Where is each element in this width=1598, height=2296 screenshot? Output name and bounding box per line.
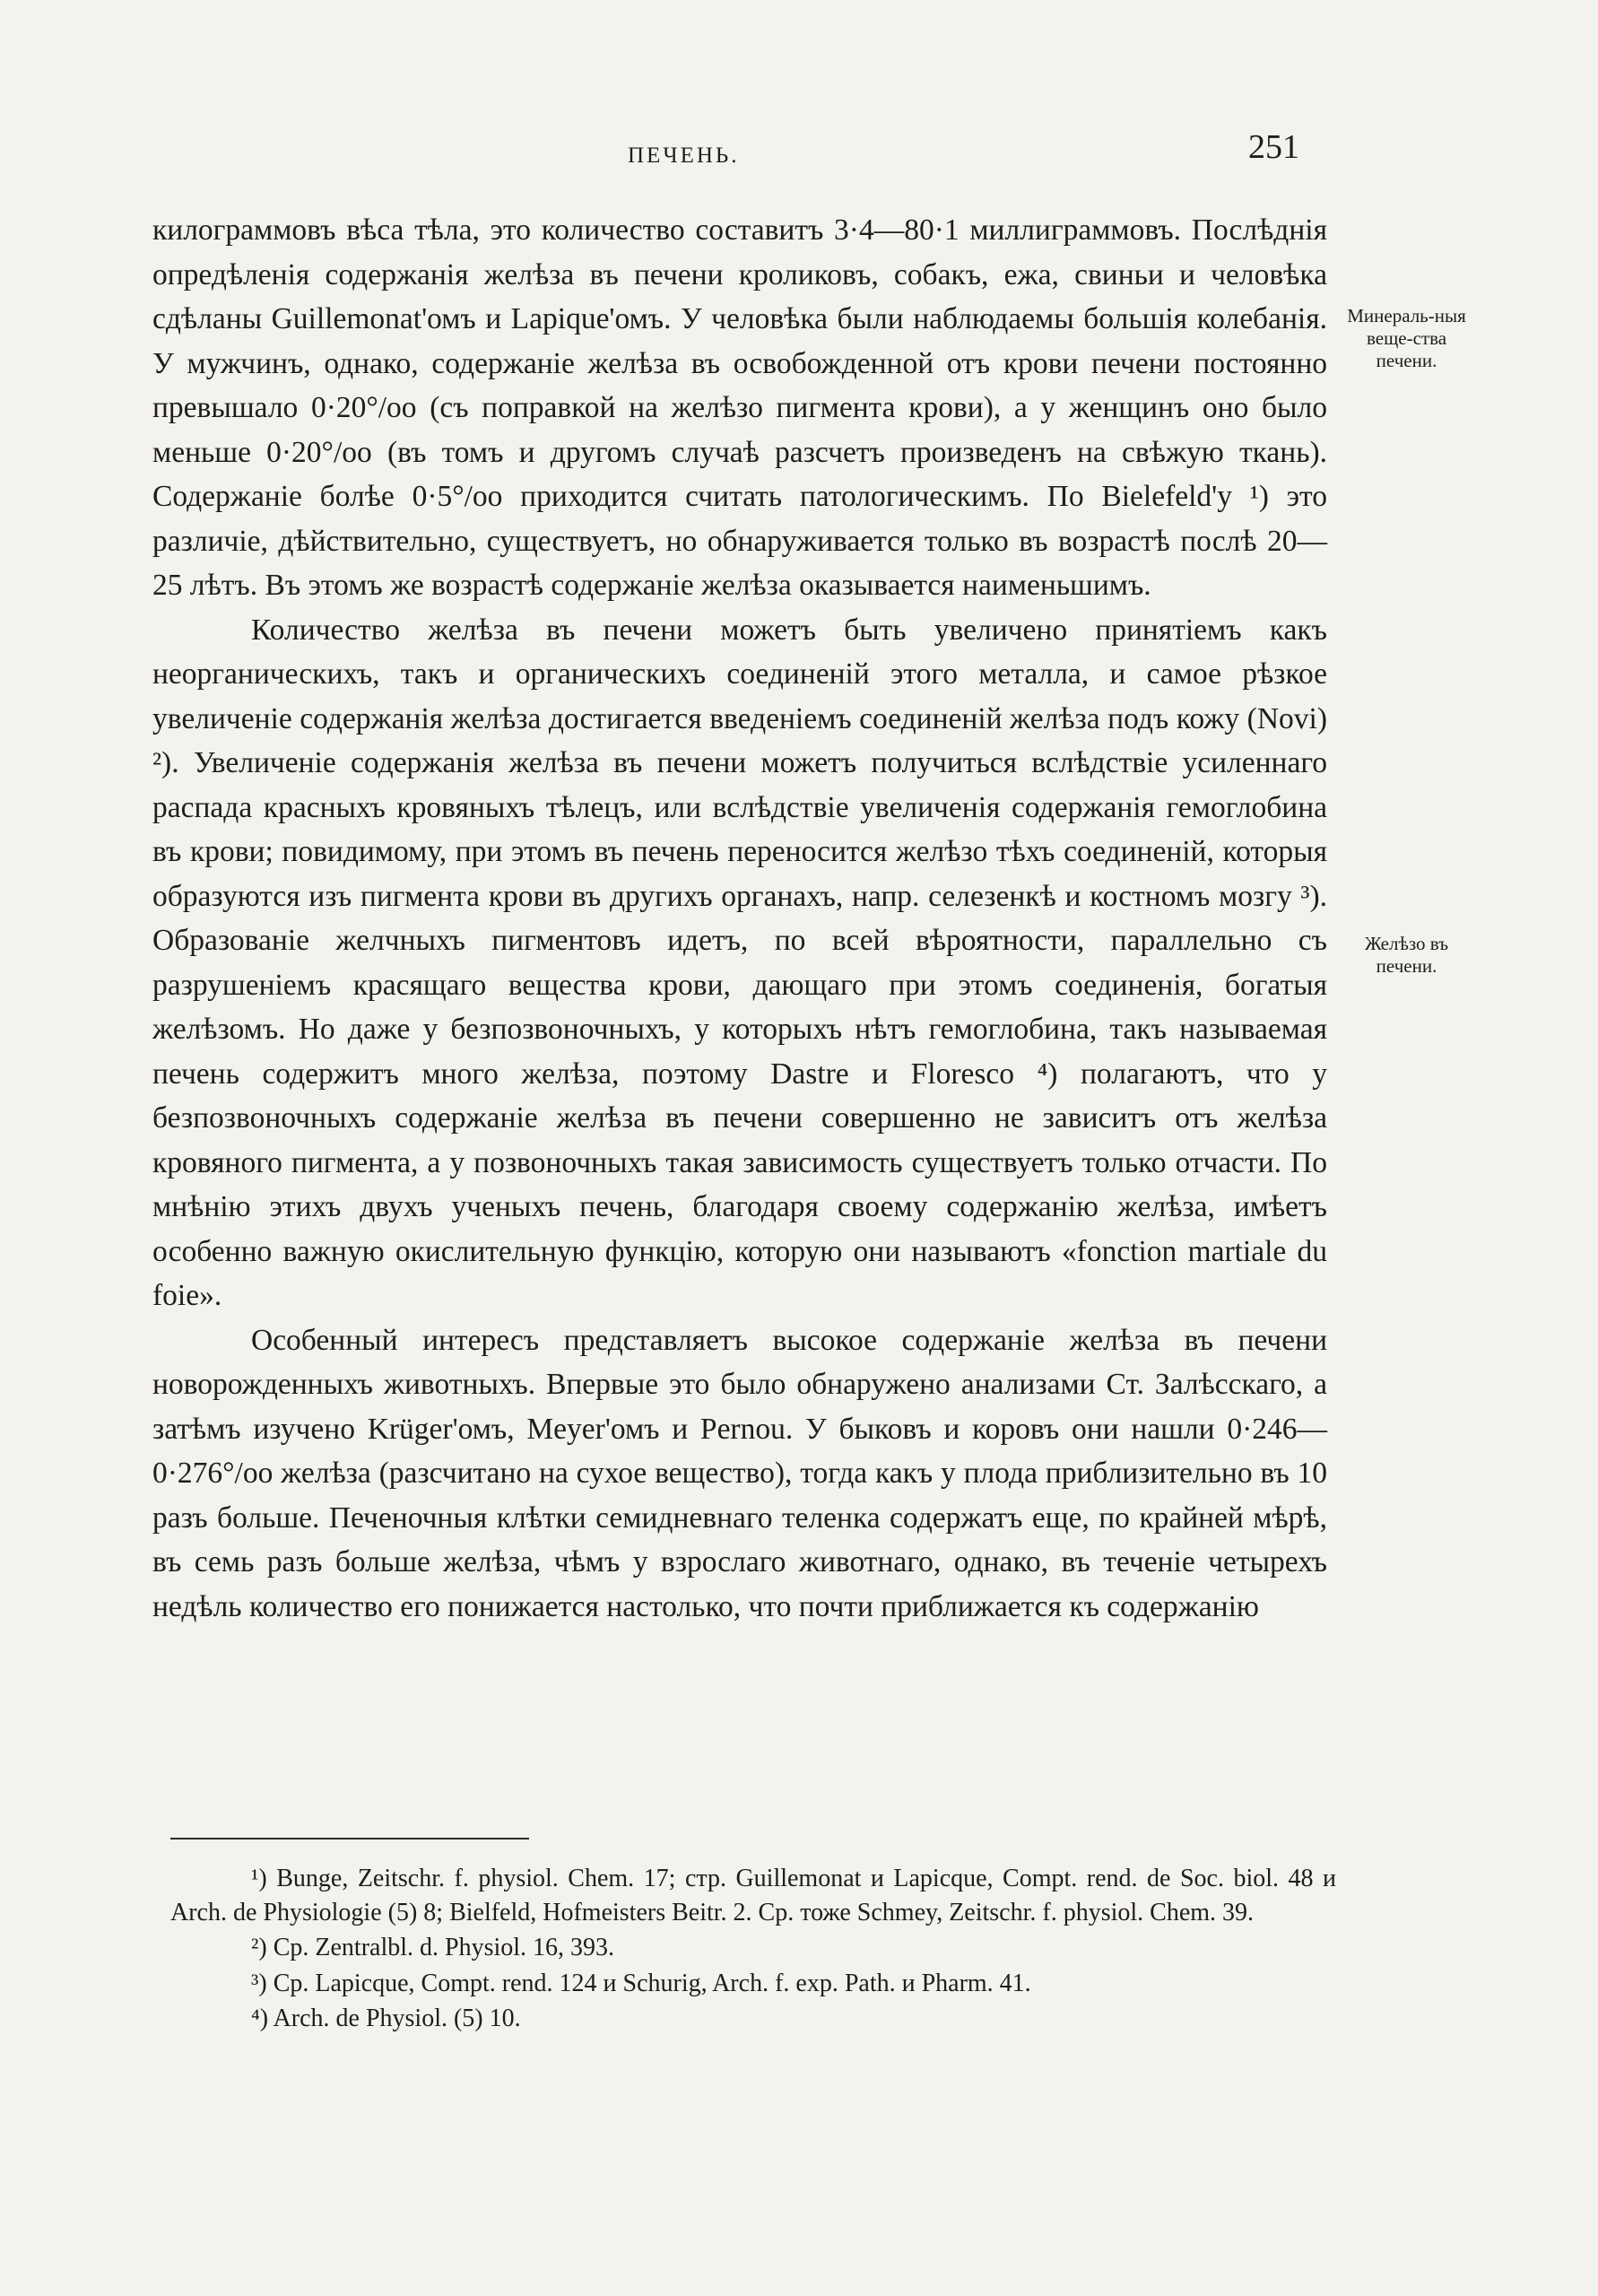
body-text <box>152 208 1327 1629</box>
paragraph: Особенный интересъ представляетъ высокое содержаніе желѣза въ печени новорожденныхъ животныхъ. Впервые это было обнаружено анализами Ст. Залѣсскаго, а затѣмъ изучено Krüger'омъ, Meyer'омъ и Pernou. У быковъ и коровъ они нашли 0·246—0·276°/oo желѣза (разсчитано на сухое вещество), тогда какъ у плода приблизительно въ 10 разъ больше. Печеночныя клѣтки семидневнаго теленка содержатъ еще, по крайней мѣрѣ, въ семь разъ больше желѣза, чѣмъ у взрослаго животнаго, однако, въ теченіе четырехъ недѣль количество его понижается настолько, что почти приближается къ содержанію <box>152 1323 1327 1623</box>
footnote: ³) Ср. Lapicque, Compt. rend. 124 и Schurig, Arch. f. exp. Path. и Pharm. 41. <box>251 1969 1031 1997</box>
paragraph: килограммовъ вѣса тѣла, это количество составитъ 3·4—80·1 миллиграммовъ. Послѣднія опредѣленія содержанія желѣза въ печени кроликовъ, собакъ, ежа, свиньи и человѣка сдѣланы Guillemonat'омъ и Lapique'омъ. У человѣка были наблюдаемы большія колебанія. У мужчинъ, однако, содержаніе желѣза въ освобожденной отъ крови печени постоянно превышало 0·20°/oo (съ поправкой на желѣзо пигмента крови), а у женщинъ оно было меньше 0·20°/oo (въ томъ и другомъ случаѣ разсчетъ произведенъ на свѣжую ткань). Содержаніе болѣе 0·5°/oo приходится считать патологическимъ. По Bielefeld'у ¹) это различіе, дѣйствительно, существуетъ, но обнаруживается только въ возрастѣ послѣ 20—25 лѣтъ. Въ этомъ же возрастѣ содержаніе желѣза оказывается наименьшимъ. <box>152 213 1327 602</box>
page-number: 251 <box>1248 128 1299 166</box>
footnote: ¹) Bunge, Zeitschr. f. physiol. Chem. 17; стр. Guillemonat и Lapicque, Compt. rend. de Soc. biol. 48 и Arch. de Physiologie (5) 8; Bielfeld, Hofmeisters Beitr. 2. Ср. тоже Schmey, Zeitschr. f. physiol. Chem. 39. <box>170 1865 1336 1926</box>
footnote: ²) Ср. Zentralbl. d. Physiol. 16, 393. <box>251 1934 615 1961</box>
footnote-divider <box>170 1838 529 1839</box>
footnotes <box>170 1862 1336 2038</box>
margin-note-minerals: Минераль-ныя веще-ства печени. <box>1347 305 1466 371</box>
paragraph: Количество желѣза въ печени можетъ быть увеличено принятіемъ какъ неорганическихъ, такъ и органическихъ соединеній этого металла, и самое рѣзкое увеличеніе содержанія желѣза достигается введеніемъ соединеній желѣза подъ кожу (Novi) ²). Увеличеніе содержанія желѣза въ печени можетъ получиться вслѣдствіе усиленнаго распада красныхъ кровяныхъ тѣлецъ, или вслѣдствіе увеличенія содержанія гемоглобина въ крови; повидимому, при этомъ въ печень переносится желѣзо тѣхъ соединеній, которыя образуются изъ пигмента крови въ другихъ органахъ, напр. селезенкѣ и костномъ мозгу ³). Образованіе желчныхъ пигментовъ идетъ, по всей вѣроятности, параллельно съ разрушеніемъ красящаго вещества крови, дающаго при этомъ соединенія, богатыя желѣзомъ. Но даже у безпозвоночныхъ, у которыхъ нѣтъ гемоглобина, такъ называемая печень содержитъ много желѣза, поэтому Dastre и Floresco ⁴) полагаютъ, что у безпозвоночныхъ содержаніе желѣза въ печени совершенно не зависитъ отъ желѣза кровяного пигмента, а у позвоночныхъ такая зависимость существуетъ только отчасти. По мнѣнію этихъ двухъ ученыхъ печень, благодаря своему содержанію желѣза, имѣетъ особенно важную окислительную функцію, которую они называютъ «fonction martiale du foie». <box>152 613 1327 1312</box>
running-header: ПЕЧЕНЬ. <box>628 144 740 168</box>
footnote: ⁴) Arch. de Physiol. (5) 10. <box>251 2005 521 2032</box>
margin-note-iron: Желѣзо въ печени. <box>1364 933 1449 977</box>
